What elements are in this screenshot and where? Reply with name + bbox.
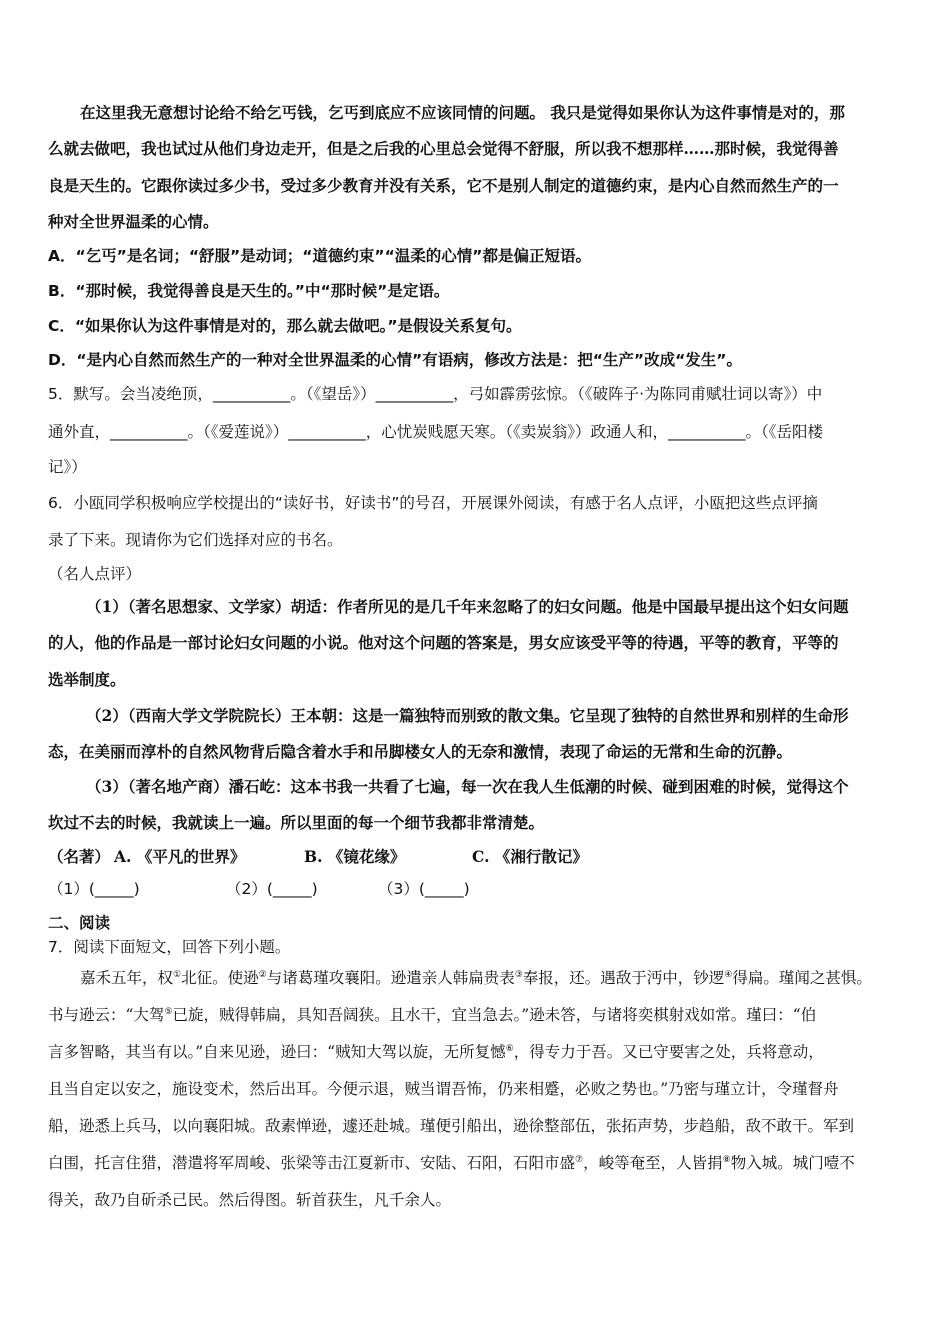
passage-line: 良是天生的。它跟你读过多少书，受过多少教育并没有关系，它不是别人制定的道德约束，是内心自然而然生产的一 (48, 176, 839, 195)
classical-line: 言多智略，其当有以。”自来见逊，逊曰：“贼知大驾以旋，无所复憾⑥，得专力于吾。又已守要害之处，兵将意动， (48, 1043, 824, 1061)
q5-line: 记》） (48, 458, 87, 476)
review-line: 的人，他的作品是一部讨论妇女问题的小说。他对这个问题的答案是，男女应该受平等的待遇，平等的教育，平等的 (48, 633, 839, 652)
passage-line: 在这里我无意想讨论给不给乞丐钱，乞丐到底应不应该同情的问题。 我只是觉得如果你认为这件事情是对的，那 (80, 103, 845, 122)
section-heading: 二、阅读 (48, 914, 111, 932)
book-option-b: B. 《镜花缘》 (304, 847, 406, 866)
answer-blank-3[interactable]: （3）(_____) (378, 880, 470, 898)
answer-blank-2[interactable]: （2）(_____) (226, 880, 318, 898)
q6-intro-line: 录了下来。现请你为它们选择对应的书名。 (48, 531, 343, 549)
q7-instruction: 7．阅读下面短文，回答下列小题。 (48, 938, 291, 956)
review-line: 态，在美丽而淳朴的自然风物背后隐含着水手和吊脚楼女人的无奈和激情，表现了命运的无常和生命的沉静。 (48, 742, 793, 761)
classical-line: 书与逊云：“大驾⑤已旋，贼得韩扁，具知吾阔狭。且水干，宜当急去。”逊未答，与诸将奕棋射戏如常。瑾曰：“伯 (48, 1006, 817, 1024)
q6-review-heading: （名人点评） (48, 565, 142, 583)
q5-line: 5．默写。会当凌绝顶，__________。（《望岳》）__________，弓如霹雳弦惊。（《破阵子·为陈同甫赋壮词以寄》）中 (48, 385, 823, 403)
review-line: （1）（著名思想家、文学家）胡适：作者所见的是几千年来忽略了的妇女问题。他是中国最早提出这个妇女问题 (86, 597, 849, 616)
classical-line: 白围，托言住猎，潜遣将军周峻、张梁等击江夏新市、安陆、石阳，石阳市盛⑦，峻等奄至，人皆捐⑧物入城。城门噎不 (48, 1154, 855, 1172)
q6-intro-line: 6．小瓯同学积极响应学校提出的“读好书，好读书”的号召，开展课外阅读，有感于名人点评，小瓯把这些点评摘 (48, 494, 818, 512)
passage-line: 么就去做吧，我也试过从他们身边走开，但是之后我的心里总会觉得不舒服，所以我不想那样……那时候，我觉得善 (48, 139, 839, 158)
option-d: D．“是内心自然而然生产的一种对全世界温柔的心情”有语病，修改方法是：把“生产”改成“发生”。 (48, 351, 742, 369)
classical-line: 嘉禾五年，权①北征。使逊②与诸葛瑾攻襄阳。逊遣亲人韩扁贵表③奉报，还。遇敌于沔中，钞逻④得扁。瑾闻之甚惧。 (80, 969, 872, 987)
review-line: 选举制度。 (48, 670, 126, 689)
classical-line: 且当自定以安之，施设变术，然后出耳。今便示退，贼当谓吾怖，仍来相蹙，必败之势也。”乃密与瑾立计，令瑾督舟 (48, 1080, 839, 1098)
option-c: C．“如果你认为这件事情是对的，那么就去做吧。”是假设关系复句。 (48, 317, 522, 335)
book-option-a: A. 《平凡的世界》 (114, 847, 246, 866)
classical-line: 船，逊悉上兵马，以向襄阳城。敌素惮逊，遽还赴城。瑾便引船出，逊徐整部伍，张拓声势，步趋船，敌不敢干。军到 (48, 1117, 855, 1135)
review-line: （2）（西南大学文学院院长）王本朝：这是一篇独特而别致的散文集。它呈现了独特的自然世界和别样的生命形 (86, 706, 849, 725)
q5-line: 通外直，__________。（《爱莲说》）__________，心忧炭贱愿天寒。（《卖炭翁》）政通人和，__________。（《岳阳楼 (48, 423, 824, 441)
classical-line: 得关，敌乃自斫杀己民。然后得图。斩首获生，凡千余人。 (48, 1191, 452, 1209)
book-option-c: C. 《湘行散记》 (472, 847, 588, 866)
option-b: B．“那时候，我觉得善良是天生的。”中“那时候”是定语。 (48, 282, 450, 300)
answer-blank-1[interactable]: （1）(_____) (48, 880, 140, 898)
review-line: 坎过不去的时候，我就读上一遍。所以里面的每一个细节我都非常清楚。 (48, 813, 545, 832)
books-label: （名著） (48, 847, 111, 866)
review-line: （3）（著名地产商）潘石屹：这本书我一共看了七遍，每一次在我人生低潮的时候、碰到困难的时候，觉得这个 (86, 777, 849, 796)
option-a: A．“乞丐”是名词；“舒服”是动词；“道德约束”“温柔的心情”都是偏正短语。 (48, 247, 591, 265)
passage-line: 种对全世界温柔的心情。 (48, 212, 219, 231)
